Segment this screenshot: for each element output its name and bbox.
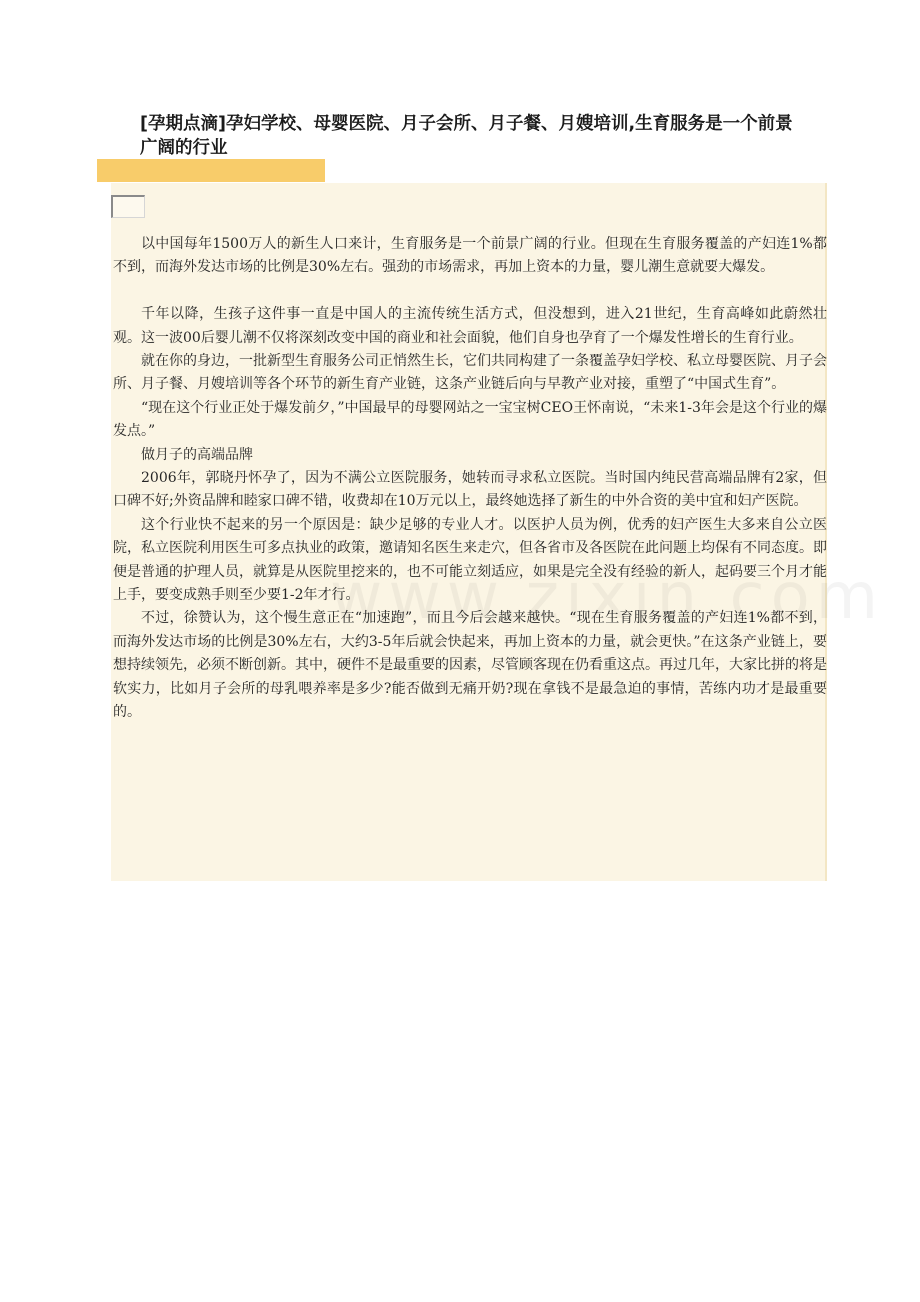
- article-paragraph: 这个行业快不起来的另一个原因是：缺少足够的专业人才。以医护人员为例，优秀的妇产医生大多来自公立医院，私立医院利用医生可多点执业的政策，邀请知名医生来走穴，但各省市及各医院在此问题上均保有不同态度。即便是普通的护理人员，就算是从医院里挖来的，也不可能立刻适应，如果是完全没有经验的新人，起码要三个月才能上手，要变成熟手则至少要1-2年才行。: [113, 516, 827, 604]
- article-title: [孕期点滴]孕妇学校、母婴医院、月子会所、月子餐、月嫂培训,生育服务是一个前景广阔的行业: [140, 114, 793, 158]
- section-heading: 做月子的高端品牌: [141, 446, 253, 463]
- article-paragraph: 千年以降，生孩子这件事一直是中国人的主流传统生活方式，但没想到，进入21世纪，生育高峰如此蔚然壮观。这一波00后婴儿潮不仅将深刻改变中国的商业和社会面貌，他们自身也孕育了一个爆发性增长的生育行业。: [113, 306, 827, 346]
- broken-image-icon: [111, 195, 145, 218]
- article-paragraph: “现在这个行业正处于爆发前夕，”中国最早的母婴网站之一宝宝树CEO王怀南说，“未来1-3年会是这个行业的爆发点。”: [113, 399, 827, 440]
- article-body: [113, 233, 827, 725]
- article-paragraph: 就在你的身边，一批新型生育服务公司正悄然生长，它们共同构建了一条覆盖孕妇学校、私立母婴医院、月子会所、月子餐、月嫂培训等各个环节的新生育产业链，这条产业链后向与早教产业对接，重塑了“中国式生育”。: [113, 353, 827, 393]
- title-underline-bar: [97, 159, 325, 182]
- article-paragraph: 以中国每年1500万人的新生人口来计，生育服务是一个前景广阔的行业。但现在生育服务覆盖的产妇连1%都不到，而海外发达市场的比例是30%左右。强劲的市场需求，再加上资本的力量，婴儿潮生意就要大爆发。: [113, 236, 827, 276]
- article-paragraph: 不过，徐赞认为，这个慢生意正在“加速跑”，而且今后会越来越快。“现在生育服务覆盖的产妇连1%都不到，而海外发达市场的比例是30%左右，大约3-5年后就会快起来，再加上资本的力量，就会更快。”在这条产业链上，要想持续领先，必须不断创新。其中，硬件不是最重要的因素，尽管顾客现在仍看重这点。再过几年，大家比拼的将是软实力，比如月子会所的母乳喂养率是多少?能否做到无痛开奶?现在拿钱不是最急迫的事情，苦练内功才是最重要的。: [113, 610, 827, 721]
- article-paragraph: 2006年，郭晓丹怀孕了，因为不满公立医院服务，她转而寻求私立医院。当时国内纯民营高端品牌有2家，但口碑不好;外资品牌和睦家口碑不错，收费却在10万元以上，最终她选择了新生的中外合资的美中宜和妇产医院。: [113, 470, 827, 510]
